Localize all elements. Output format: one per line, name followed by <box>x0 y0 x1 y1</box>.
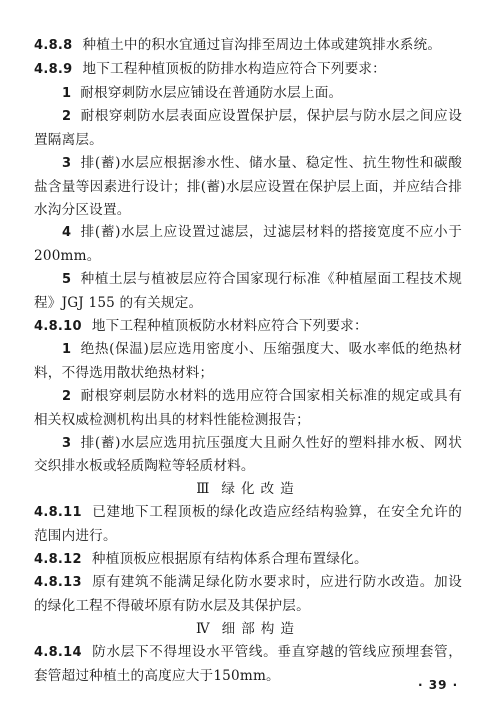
clause-4-8-14 <box>34 641 462 688</box>
list-item <box>34 338 462 385</box>
item-text: 排(蓄)水层应选用抗压强度大且耐久性好的塑料排水板、网状交织排水板或轻质陶粒等轻质材料。 <box>34 434 462 475</box>
list-item <box>34 221 462 268</box>
clause-number: 4.8.10 <box>34 318 82 334</box>
section-heading-4 <box>34 618 462 641</box>
clause-4-8-9 <box>34 58 462 82</box>
list-item <box>34 385 462 432</box>
item-text: 绝热(保温)层应选用密度小、压缩强度大、吸水率低的绝热材料，不得选用散状绝热材料； <box>34 341 462 382</box>
item-number: 2 <box>62 388 72 404</box>
clause-4-8-13 <box>34 571 462 618</box>
section-roman-numeral: Ⅲ <box>196 481 210 498</box>
clause-text: 种植顶板应根据原有结构体系合理布置绿化。 <box>91 550 368 567</box>
clause-text: 防水层下不得埋设水平管线。垂直穿越的管线应预埋套管，套管超过种植土的高度应大于150mm。 <box>34 643 462 684</box>
item-number: 5 <box>62 271 72 287</box>
clause-4-8-12 <box>34 548 462 572</box>
item-number: 1 <box>62 85 72 101</box>
clause-text: 已建地下工程顶板的绿化改造应经结构验算，在安全允许的范围内进行。 <box>34 503 462 544</box>
clause-text: 种植土中的积水宜通过盲沟排至周边土体或建筑排水系统。 <box>82 37 442 53</box>
item-number: 1 <box>62 342 72 358</box>
page-content <box>34 34 462 687</box>
clause-number: 4.8.13 <box>34 575 82 591</box>
item-text: 耐根穿刺防水层应铺设在普通防水层上面。 <box>80 84 343 101</box>
list-item <box>34 152 462 221</box>
section-heading-3 <box>34 478 462 501</box>
section-roman-numeral: Ⅳ <box>196 620 210 637</box>
clause-text: 地下工程种植顶板的防排水构造应符合下列要求： <box>82 60 386 77</box>
item-text: 排(蓄)水层应根据渗水性、储水量、稳定性、抗生物性和碳酸盐含量等因素进行设计；排(蓄)水层应设置在保护层上面，并应结合排水沟分区设置。 <box>34 154 462 218</box>
clause-number: 4.8.8 <box>34 38 73 53</box>
page-number: · 39 · <box>418 678 459 692</box>
clause-4-8-8 <box>34 34 462 58</box>
item-number: 2 <box>62 109 72 125</box>
clause-number: 4.8.11 <box>34 504 82 520</box>
item-text: 排(蓄)水层上应设置过滤层，过滤层材料的搭接宽度不应小于 200mm。 <box>34 224 462 265</box>
list-item <box>34 432 462 479</box>
item-number: 3 <box>62 155 72 171</box>
item-text: 耐根穿刺层防水材料的选用应符合国家相关标准的规定或具有相关权威检测机构出具的材料性能检测报告； <box>34 387 462 428</box>
clause-4-8-10 <box>34 315 462 339</box>
item-text: 种植土层与植被层应符合国家现行标准《种植屋面工程技术规程》JGJ 155 的有关规定。 <box>34 270 462 311</box>
section-title: 绿化改造 <box>221 481 300 498</box>
item-number: 4 <box>62 225 72 241</box>
clause-number: 4.8.9 <box>34 61 73 77</box>
clause-4-8-11 <box>34 501 462 548</box>
clause-number: 4.8.14 <box>34 644 82 660</box>
item-text: 耐根穿刺防水层表面应设置保护层，保护层与防水层之间应设置隔离层。 <box>34 108 462 149</box>
clause-text: 地下工程种植顶板防水材料应符合下列要求： <box>91 317 368 334</box>
list-item <box>34 82 462 106</box>
clause-number: 4.8.12 <box>34 551 82 567</box>
item-number: 3 <box>62 435 72 451</box>
list-item <box>34 105 462 152</box>
list-item <box>34 268 462 315</box>
section-title: 细部构造 <box>221 620 300 637</box>
clause-text: 原有建筑不能满足绿化防水要求时，应进行防水改造。加设的绿化工程不得破坏原有防水层及其保护层。 <box>34 574 462 615</box>
